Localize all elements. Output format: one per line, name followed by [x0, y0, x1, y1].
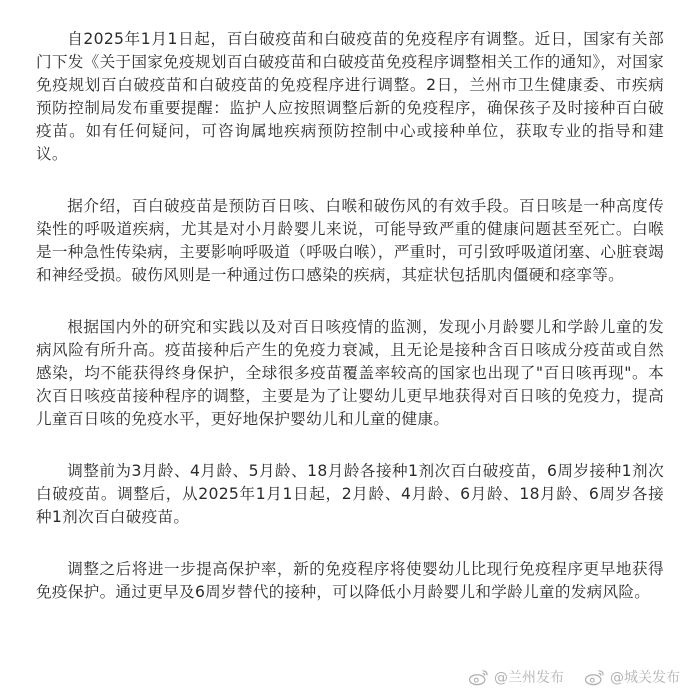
watermark-chengguan-text: @城关发布: [610, 670, 680, 686]
watermark-chengguan: [584, 667, 680, 687]
paragraph-2: 据介绍，百白破疫苗是预防百日咳、白喉和破伤风的有效手段。百日咳是一种高度传染性的呼吸道疾病，尤其是对小月龄婴儿来说，可能导致严重的健康问题甚至死亡。白喉是一种急性传染病，主要影响呼吸道（呼吸白喉），严重时，可引致呼吸道闭塞、心脏衰竭和神经受损。破伤风则是一种通过伤口感染的疾病，其症状包括肌肉僵硬和痉挛等。: [36, 197, 664, 284]
weibo-icon: [584, 668, 606, 686]
paragraph-4: 调整前为3月龄、4月龄、5月龄、18月龄各接种1剂次百白破疫苗，6周岁接种1剂次白破疫苗。调整后，从2025年1月1日起，2月龄、4月龄、6月龄、18月龄、6周岁各接种1剂次百白破疫苗。: [36, 462, 664, 526]
watermarks: [468, 667, 680, 687]
article-body: [36, 28, 664, 633]
watermark-lanzhou-text: @兰州发布: [494, 670, 564, 686]
paragraph-5: 调整之后将进一步提高保护率，新的免疫程序将使婴幼儿比现行免疫程序更早地获得免疫保护。通过更早及6周岁替代的接种，可以降低小月龄婴儿和学龄儿童的发病风险。: [36, 560, 664, 601]
paragraph-1: 自2025年1月1日起，百白破疫苗和白破疫苗的免疫程序有调整。近日，国家有关部门下发《关于国家免疫规划百白破疫苗和白破疫苗免疫程序调整相关工作的通知》，对国家免疫规划百白破疫苗和白破疫苗的免疫程序进行调整。2日，兰州市卫生健康委、市疾病预防控制局发布重要提醒：监护人应按照调整后新的免疫程序，确保孩子及时接种百白破疫苗。如有任何疑问，可咨询属地疾病预防控制中心或接种单位，获取专业的指导和建议。: [36, 30, 664, 163]
paragraph-3: 根据国内外的研究和实践以及对百日咳疫情的监测，发现小月龄婴儿和学龄儿童的发病风险有所升高。疫苗接种后产生的免疫力衰减，且无论是接种含百日咳成分疫苗或自然感染，均不能获得终身保护，全球很多疫苗覆盖率较高的国家也出现了"百日咳再现"。本次百日咳疫苗接种程序的调整，主要是为了让婴幼儿更早地获得对百日咳的免疫力，提高儿童百日咳的免疫水平，更好地保护婴幼儿和儿童的健康。: [36, 318, 664, 428]
watermark-lanzhou: [468, 667, 564, 687]
weibo-icon: [468, 668, 490, 686]
